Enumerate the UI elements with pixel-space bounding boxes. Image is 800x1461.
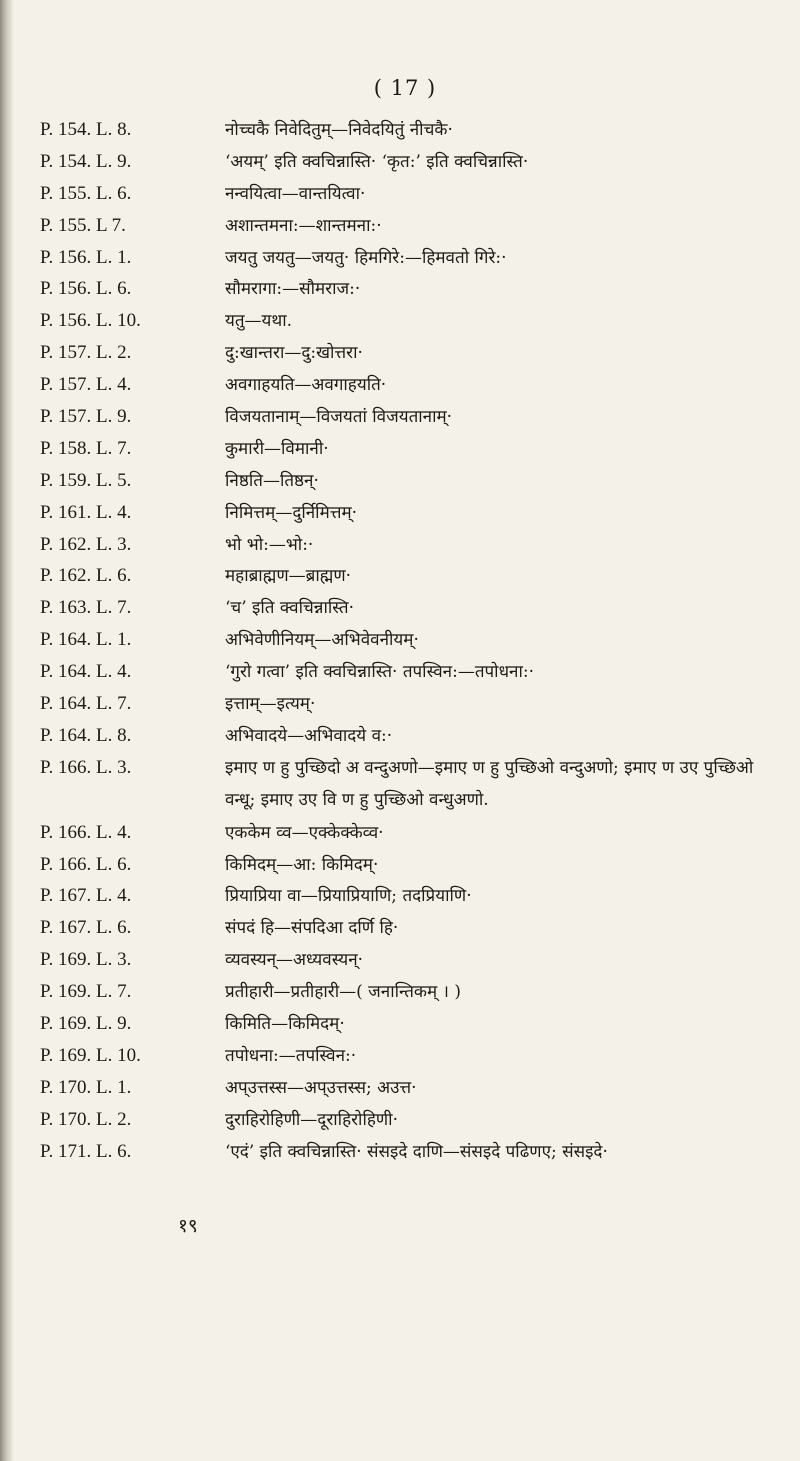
entry-text: एककेम व्व—एक्केक्केव्व· xyxy=(225,822,384,843)
entry-reference: P. 169. L. 10. xyxy=(40,1044,141,1066)
entry-reference: P. 169. L. 3. xyxy=(40,949,132,971)
note-entry xyxy=(40,592,770,624)
note-entry xyxy=(40,976,770,1008)
note-entry xyxy=(40,944,770,976)
entry-text: प्रियाप्रिया वा—प्रियाप्रियाणि; तदप्रियाणि· xyxy=(225,886,472,907)
entry-text: प्रतीहारी—प्रतीहारी—( जनान्तिकम् । ) xyxy=(225,982,462,1003)
note-entry xyxy=(40,849,770,881)
entry-text: ‘गुरो गत्वा’ इति क्वचिन्नास्ति· तपस्विन:—तपोधना:· xyxy=(225,662,534,683)
note-entry xyxy=(40,369,770,401)
entry-text: यतु—यथा. xyxy=(225,311,293,332)
entry-reference: P. 169. L. 9. xyxy=(40,1012,132,1034)
entry-reference: P. 156. L. 1. xyxy=(40,246,132,268)
entry-text: ‘एदं’ इति क्वचिन्नास्ति· संसइदे दाणि—संसइदे पढिणए; संसइदे· xyxy=(225,1141,608,1162)
entry-reference: P. 166. L. 4. xyxy=(40,821,132,843)
entry-text: व्यवस्यन्—अध्यवस्यन्· xyxy=(225,950,364,971)
note-entry xyxy=(40,337,770,369)
entry-reference: P. 167. L. 6. xyxy=(40,917,132,939)
note-entry xyxy=(40,752,770,817)
entry-reference: P. 163. L. 7. xyxy=(40,597,132,619)
entry-text: अशान्तमना:—शान्तमना:· xyxy=(225,215,382,236)
entry-reference: P. 171. L. 6. xyxy=(40,1140,132,1162)
note-entry xyxy=(40,529,770,561)
entry-text: इमाए ण हु पुच्छिदो अ वन्दुअणो—इमाए ण हु पुच्छिओ वन्दुअणो; इमाए ण उए पुच्छिओ वन्धू; इमाए उए वि ण हु पुच्छिओ वन्धुअणो. xyxy=(225,757,754,810)
note-entry xyxy=(40,497,770,529)
note-entry xyxy=(40,817,770,849)
note-entry xyxy=(40,210,770,242)
entry-text: भो भो:—भो:· xyxy=(225,534,314,555)
entry-reference: P. 156. L. 10. xyxy=(40,310,141,332)
note-entry xyxy=(40,1008,770,1040)
entry-reference: P. 164. L. 1. xyxy=(40,629,132,651)
entry-text: ‘च’ इति क्वचिन्नास्ति· xyxy=(225,598,354,619)
entry-reference: P. 170. L. 2. xyxy=(40,1108,132,1130)
note-entry xyxy=(40,560,770,592)
entry-text: अवगाहयति—अवगाहयति· xyxy=(225,375,387,396)
entry-reference: P. 169. L. 7. xyxy=(40,981,132,1003)
entry-text: नोच्चकै निवेदितुम्—निवेदयितुं नीचकै· xyxy=(225,120,453,140)
entry-text: दु:खान्तरा—दु:खोत्तरा· xyxy=(225,343,363,364)
note-entry xyxy=(40,1040,770,1072)
entry-text: निष्ठति—तिष्ठन्· xyxy=(225,470,319,491)
note-entry xyxy=(40,656,770,688)
note-entry xyxy=(40,433,770,465)
entry-reference: P. 155. L 7. xyxy=(40,214,126,236)
note-entry xyxy=(40,178,770,210)
note-entry xyxy=(40,465,770,497)
entry-reference: P. 156. L. 6. xyxy=(40,278,132,300)
entry-text: महाब्राह्मण—ब्राह्मण· xyxy=(225,566,352,587)
entry-reference: P. 166. L. 3. xyxy=(40,756,132,778)
note-entry xyxy=(40,305,770,337)
note-entry xyxy=(40,242,770,274)
entry-text: निमित्तम्—दुर्निमित्तम्· xyxy=(225,502,358,523)
note-entry xyxy=(40,146,770,178)
document-page xyxy=(40,76,770,1238)
entry-text: इत्ताम्—इत्यम्· xyxy=(225,694,316,715)
entry-reference: P. 157. L. 4. xyxy=(40,374,132,396)
entry-reference: P. 162. L. 6. xyxy=(40,565,132,587)
entry-reference: P. 164. L. 4. xyxy=(40,661,132,683)
note-entry xyxy=(40,880,770,912)
entry-text: सौमरागा:—सौमराज:· xyxy=(225,279,361,300)
page-number: ( 17 ) xyxy=(373,76,437,100)
note-entry xyxy=(40,912,770,944)
entry-text: जयतु जयतु—जयतु· हिमगिरे:—हिमवतो गिरे:· xyxy=(225,247,507,268)
note-entry xyxy=(40,114,770,146)
entry-reference: P. 170. L. 1. xyxy=(40,1076,132,1098)
note-entry xyxy=(40,720,770,752)
entry-reference: P. 157. L. 9. xyxy=(40,406,132,428)
entry-reference: P. 159. L. 5. xyxy=(40,469,132,491)
entry-text: तपोधना:—तपस्विन:· xyxy=(225,1045,357,1066)
footer-signature-mark: १९ xyxy=(178,1215,198,1238)
entry-reference: P. 158. L. 7. xyxy=(40,437,132,459)
entry-text: अप्उत्तस्स—अप्उत्तस्स; अउत्त· xyxy=(225,1077,417,1098)
entry-text: विजयतानाम्—विजयतां विजयतानाम्· xyxy=(225,407,453,428)
entry-reference: P. 161. L. 4. xyxy=(40,501,132,523)
entry-text: किमिदम्—आ: किमिदम्· xyxy=(225,854,379,875)
entry-reference: P. 157. L. 2. xyxy=(40,342,132,364)
entry-reference: P. 155. L. 6. xyxy=(40,182,132,204)
entry-reference: P. 166. L. 6. xyxy=(40,853,132,875)
entry-text: दुराहिरोहिणी—दूराहिरोहिणी· xyxy=(225,1109,398,1130)
entry-reference: P. 154. L. 8. xyxy=(40,119,132,140)
book-spine-shadow xyxy=(0,0,14,1461)
entry-text: संपदं हि—संपदिआ दर्णि हि· xyxy=(225,918,399,939)
entry-text: अभिवेणीनियम्—अभिवेवनीयम्· xyxy=(225,630,419,651)
entry-reference: P. 167. L. 4. xyxy=(40,885,132,907)
entry-reference: P. 162. L. 3. xyxy=(40,533,132,555)
entry-text: कुमारी—विमानी· xyxy=(225,438,329,459)
entry-text: किमिति—किमिदम्· xyxy=(225,1013,345,1034)
entry-text: ‘अयम्’ इति क्वचिन्नास्ति· ‘कृत:’ इति क्वचिन्नास्ति· xyxy=(225,151,529,172)
entry-text: नन्वयित्वा—वान्तयित्वा· xyxy=(225,183,366,204)
note-entry xyxy=(40,273,770,305)
note-entry xyxy=(40,1104,770,1136)
entry-text: अभिवादये—अभिवादये व:· xyxy=(225,725,393,746)
notes-list xyxy=(40,114,770,1168)
note-entry xyxy=(40,1136,770,1169)
note-entry xyxy=(40,1072,770,1104)
note-entry xyxy=(40,688,770,720)
note-entry xyxy=(40,401,770,433)
entry-reference: P. 154. L. 9. xyxy=(40,150,132,172)
entry-reference: P. 164. L. 8. xyxy=(40,724,132,746)
entry-reference: P. 164. L. 7. xyxy=(40,693,132,715)
note-entry xyxy=(40,624,770,656)
